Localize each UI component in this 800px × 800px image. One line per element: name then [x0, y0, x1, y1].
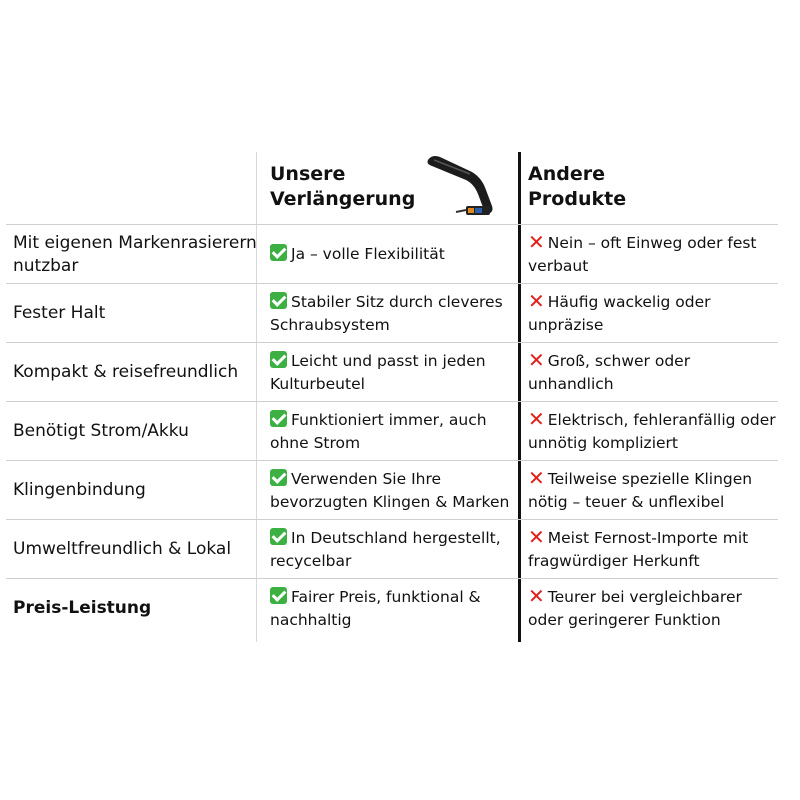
header-other-products: Andere Produkte — [528, 163, 627, 210]
cross-mark-icon: ✕ — [528, 229, 545, 254]
row-label: Klingenbindung — [13, 480, 146, 500]
table-row — [6, 283, 778, 342]
row-label: Umweltfreundlich & Lokal — [13, 539, 232, 559]
other-value: ✕ Elektrisch, fehleranfällig oder unnötig kompliziert — [528, 406, 776, 452]
check-mark-icon — [270, 292, 287, 309]
table-header — [6, 152, 778, 224]
comparison-table — [6, 152, 778, 637]
razor-extension-image — [426, 154, 498, 220]
check-mark-icon — [270, 469, 287, 486]
table-row — [6, 401, 778, 460]
cross-mark-icon: ✕ — [528, 465, 545, 490]
header-our-extension: Unsere Verlängerung — [270, 163, 416, 210]
row-label: Benötigt Strom/Akku — [13, 421, 189, 441]
our-value: Stabiler Sitz durch cleveres Schraubsystem — [270, 292, 503, 334]
cross-mark-icon: ✕ — [528, 347, 545, 372]
check-mark-icon — [270, 351, 287, 368]
other-value: ✕ Nein – oft Einweg oder fest verbaut — [528, 229, 757, 275]
our-value: Funktioniert immer, auch ohne Strom — [270, 410, 487, 452]
check-mark-icon — [270, 244, 287, 261]
other-value: ✕ Teilweise spezielle Klingen nötig – teuer & unflexibel — [528, 465, 753, 511]
our-value: Ja – volle Flexibilität — [270, 225, 520, 284]
our-value: In Deutschland hergestellt, recycelbar — [270, 528, 501, 570]
cross-mark-icon: ✕ — [528, 583, 545, 608]
other-value: ✕ Häufig wackelig oder unpräzise — [528, 288, 711, 334]
other-value: ✕ Groß, schwer oder unhandlich — [528, 347, 691, 393]
cross-mark-icon: ✕ — [528, 288, 545, 313]
table-row — [6, 224, 778, 283]
check-mark-icon — [270, 587, 287, 604]
row-label: Mit eigenen Markenrasierern nutzbar — [13, 232, 257, 276]
row-label: Fester Halt — [13, 303, 106, 323]
check-mark-icon — [270, 410, 287, 427]
our-value: Verwenden Sie Ihre bevorzugten Klingen & Marken — [270, 469, 510, 511]
cross-mark-icon: ✕ — [528, 406, 545, 431]
row-label: Preis-Leistung — [13, 598, 152, 618]
check-mark-icon — [270, 528, 287, 545]
table-row — [6, 519, 778, 578]
table-row — [6, 460, 778, 519]
other-value: ✕ Meist Fernost-Importe mit fragwürdiger Herkunft — [528, 524, 749, 570]
our-value: Fairer Preis, funktional & nachhaltig — [270, 587, 481, 629]
other-value: ✕ Teurer bei vergleichbarer oder geringerer Funktion — [528, 583, 742, 629]
row-label: Kompakt & reisefreundlich — [13, 362, 239, 382]
cross-mark-icon: ✕ — [528, 524, 545, 549]
table-row — [6, 342, 778, 401]
table-row — [6, 578, 778, 637]
our-value: Leicht und passt in jeden Kulturbeutel — [270, 351, 486, 393]
